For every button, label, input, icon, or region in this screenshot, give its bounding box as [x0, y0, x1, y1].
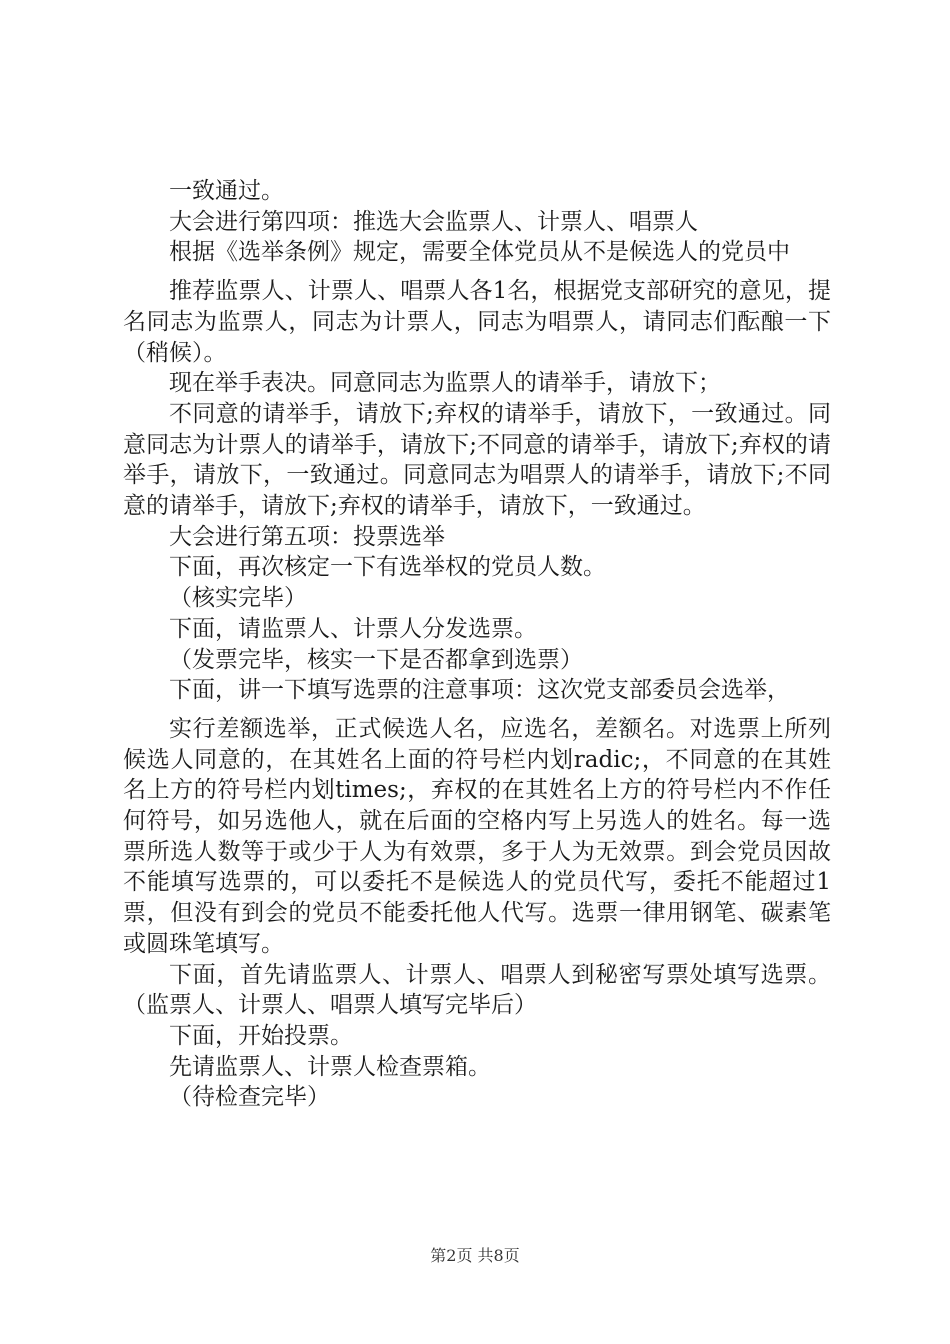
paragraph: 根据《选举条例》规定，需要全体党员从不是候选人的党员中 [169, 239, 790, 266]
paragraph: 大会进行第四项：推选大会监票人、计票人、唱票人 [169, 208, 698, 235]
paragraph: 下面，首先请监票人、计票人、唱票人到秘密写票处填写选票。（监票人、计票人、唱票人填写完毕后） [123, 961, 831, 1019]
paragraph: （待检查完毕） [169, 1084, 330, 1111]
document-body [123, 176, 831, 1113]
paragraph: （核实完毕） [169, 585, 307, 612]
paragraph: 下面，再次核定一下有选举权的党员人数。 [169, 554, 606, 581]
paragraph: 下面，请监票人、计票人分发选票。 [169, 615, 537, 642]
paragraph: 现在举手表决。同意同志为监票人的请举手，请放下； [169, 370, 721, 397]
paragraph: 下面，开始投票。 [169, 1022, 353, 1049]
paragraph: 推荐监票人、计票人、唱票人各1名，根据党支部研究的意见，提名同志为监票人，同志为计票人，同志为唱票人，请同志们酝酿一下（稍候）。 [123, 278, 831, 366]
paragraph: （发票完毕，核实一下是否都拿到选票） [169, 646, 583, 673]
paragraph: 实行差额选举，正式候选人名，应选名，差额名。对选票上所列候选人同意的，在其姓名上面的符号栏内划radic;，不同意的在其姓名上方的符号栏内划times;，弃权的在其姓名上方的符号栏内不作任何符号，如另选他人，就在后面的空格内写上另选人的姓名。每一选票所选人数等于或少于人为有效票，多于人为无效票。到会党员因故不能填写选票的，可以委托不是候选人的党员代写，委托不能超过1票，但没有到会的党员不能委托他人代写。选票一律用钢笔、碳素笔或圆珠笔填写。 [123, 715, 831, 957]
page-number-footer: 第2页 共8页 [430, 1246, 520, 1265]
paragraph: 先请监票人、计票人检查票箱。 [169, 1053, 491, 1080]
paragraph: 不同意的请举手，请放下;弃权的请举手，请放下，一致通过。同意同志为计票人的请举手，请放下;不同意的请举手，请放下;弃权的请举手，请放下，一致通过。同意同志为唱票人的请举手，请放下;不同意的请举手，请放下;弃权的请举手，请放下，一致通过。 [123, 400, 831, 520]
paragraph: 大会进行第五项：投票选举 [169, 523, 445, 550]
paragraph: 下面，讲一下填写选票的注意事项：这次党支部委员会选举， [169, 677, 790, 704]
paragraph: 一致通过。 [169, 178, 284, 204]
